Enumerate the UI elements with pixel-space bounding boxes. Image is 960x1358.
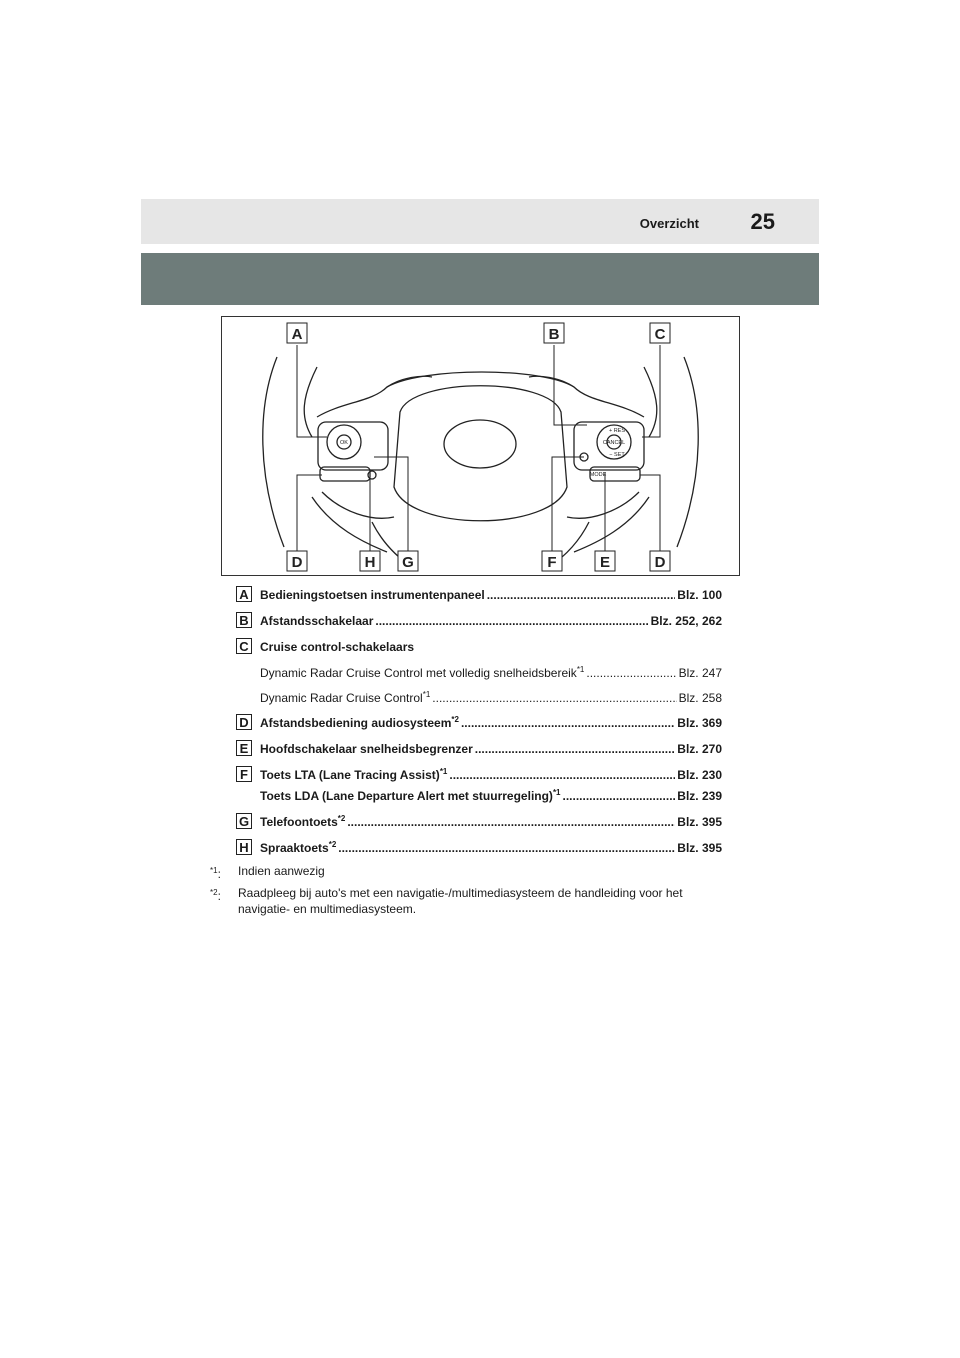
footnote-text: Indien aanwezig: [238, 864, 325, 878]
mode-button-label: MODE: [589, 472, 607, 478]
set-button-label: − SET: [609, 452, 625, 458]
svg-text:F: F: [547, 554, 557, 571]
page-number: 25: [750, 209, 775, 234]
legend-item: E Hoofdschakelaar snelheidsbegrenzer ..... Blz. 270: [236, 737, 722, 763]
legend-item: A Bedieningstoetsen instrumentenpaneel ..... Blz. 100: [236, 583, 722, 609]
legend-item: B Afstandsschakelaar ..... Blz. 252, 262: [236, 609, 722, 635]
footnote: $^{*1}$: Indien aanwezig: [210, 864, 325, 881]
legend-badge: E: [236, 740, 252, 756]
callout-b: [544, 323, 564, 343]
page-reference: Blz. 369: [677, 716, 722, 730]
legend-badge: A: [236, 586, 252, 602]
chapter-band: [141, 253, 819, 305]
callout-a: [287, 323, 307, 343]
res-button-label: + RES: [608, 428, 626, 434]
legend-subitem: Dynamic Radar Cruise Control$^{*1}$ ..... Blz. 258: [236, 686, 722, 711]
page-reference: Blz. 252, 262: [650, 614, 722, 628]
footnote: $^{*2}$: Raadpleeg bij auto's met een navigatie-/multimediasysteem de handleiding voor het navigatie- en multimediasysteem.: [210, 886, 683, 916]
legend-badge: B: [236, 612, 252, 628]
page-reference: Blz. 100: [677, 588, 722, 602]
steering-wheel-figure: [221, 316, 740, 576]
svg-text:D: D: [654, 554, 666, 571]
page-reference: Blz. 258: [678, 691, 722, 705]
page-reference: Blz. 239: [677, 789, 722, 803]
rim-right-outer: [677, 357, 698, 547]
callout-f: [542, 551, 562, 571]
svg-text:C: C: [654, 326, 666, 343]
callout-g: [398, 551, 418, 571]
ok-button-label: OK: [340, 440, 348, 446]
svg-text:H: H: [364, 554, 376, 571]
legend-item: D Afstandsbediening audiosysteem$^{*2}$ ..... Blz. 369: [236, 711, 722, 737]
legend-list: [236, 583, 722, 862]
svg-text:E: E: [599, 554, 611, 571]
section-title: Overzicht: [639, 216, 699, 231]
callout-e: [595, 551, 615, 571]
svg-text:G: G: [402, 554, 414, 571]
page-reference: Blz. 230: [677, 768, 722, 782]
page-header: [141, 199, 819, 244]
svg-text:B: B: [548, 326, 560, 343]
legend-badge: G: [236, 813, 252, 829]
footnote-text: Raadpleeg bij auto's met een navigatie-/multimediasysteem de handleiding voor het navigatie- en multimediasysteem.: [238, 886, 683, 916]
left-switch-panel: [318, 422, 388, 470]
legend-badge: C: [236, 638, 252, 654]
legend-subitem: Toets LDA (Lane Departure Alert met stuurregeling)$^{*1}$ ..... Blz. 239: [236, 784, 722, 810]
callout-d-right: [650, 551, 670, 571]
page-reference: Blz. 247: [678, 666, 722, 680]
page-reference: Blz. 395: [677, 841, 722, 855]
steering-wheel-illustration: [222, 317, 739, 575]
legend-item: G Telefoontoets$^{*2}$ ..... Blz. 395: [236, 810, 722, 836]
cancel-button-label: CANCEL: [602, 440, 626, 446]
svg-text:A: A: [291, 326, 303, 343]
legend-badge: F: [236, 766, 252, 782]
rim-left-outer: [263, 357, 284, 547]
legend-item: H Spraaktoets$^{*2}$ ..... Blz. 395: [236, 836, 722, 862]
legend-item: F Toets LTA (Lane Tracing Assist)$^{*1}$ ..... Blz. 230: [236, 763, 722, 784]
svg-text:D: D: [291, 554, 303, 571]
airbag-logo: [444, 420, 516, 468]
page-reference: Blz. 395: [677, 815, 722, 829]
footnotes: [210, 863, 730, 923]
legend-item: C Cruise control-schakelaars: [236, 635, 722, 661]
legend-badge: D: [236, 714, 252, 730]
legend-badge: H: [236, 839, 252, 855]
page-reference: Blz. 270: [677, 742, 722, 756]
callout-c: [650, 323, 670, 343]
legend-subitem: Dynamic Radar Cruise Control met volledig snelheidsbereik$^{*1}$ ..... Blz. 247: [236, 661, 722, 686]
callout-d-left: [287, 551, 307, 571]
callout-h: [360, 551, 380, 571]
